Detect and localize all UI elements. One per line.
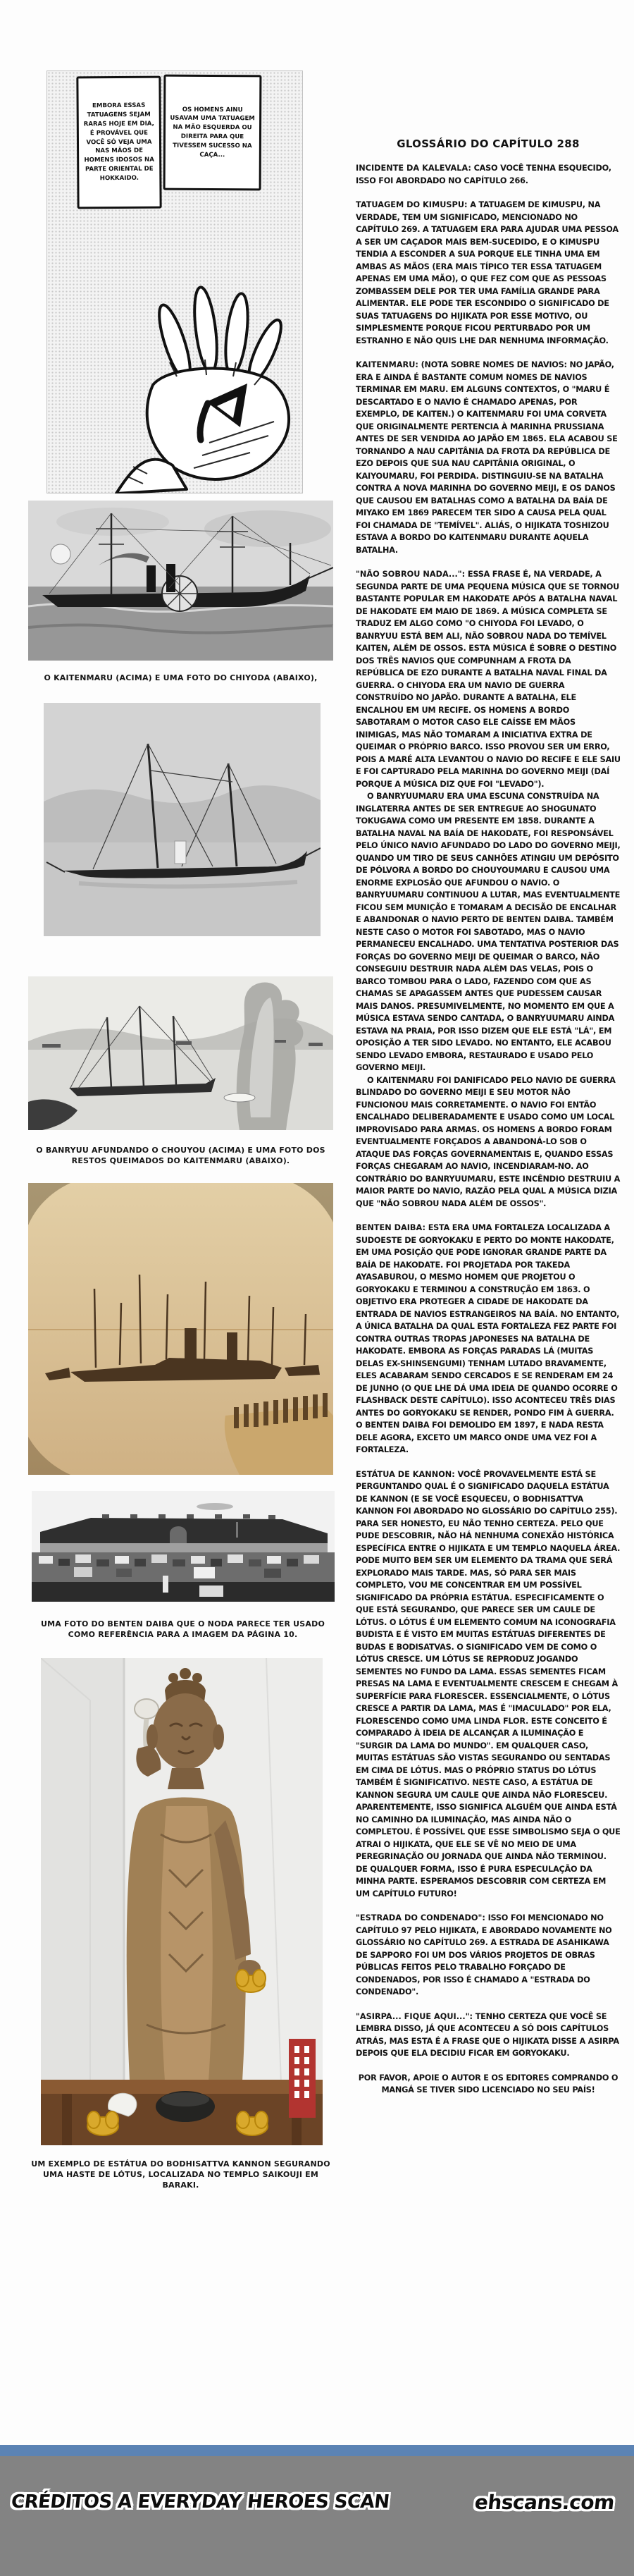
speech-bubble-left-text: EMBORA ESSAS TATUAGENS SEJAM RARAS HOJE EM DIA, É PROVÁVEL QUE VOCÊ SÓ VEJA UMA NAS MÃOS DE HOMENS IDOSOS NA PARTE ORIENTAL DE HOKKAIDO. [83, 102, 154, 182]
photo-chiyoda [44, 703, 321, 936]
footer-credits: CRÉDITOS A EVERYDAY HEROES SCAN [10, 2491, 391, 2513]
entry-term: "NÃO SOBROU NADA...": [356, 570, 466, 579]
entry-term: KAITENMARU: [356, 360, 418, 369]
glossary-entry-asirpa-fique-aqui [356, 2011, 621, 2060]
entry-text: ESTA ERA UMA FORTALEZA LOCALIZADA A SUDOESTE DE GORYOKAKU E PERTO DO MONTE HAKODATE, EM UMA POSIÇÃO QUE PODE IGNORAR GRANDE PARTE DA BAÍA DE HAKODATE. FOI PROJETADA POR TAKEDA AYASABUROU, O MESMO HOMEM QUE PROJETOU O GORYOKAKU E TERMINOU A CONSTRUÇÃO EM 1863. O OBJETIVO ERA PROTEGER A CIDADE DE HAKODATE DA ENTRADA DE NAVIOS ESTRANGEIROS NA BAÍA. NO ENTANTO, A ÚNICA BATALHA DA QUAL ESTA FORTALEZA FEZ PARTE FOI CONTRA OUTRAS TROPAS JAPONESES NA BATALHA DE HAKODATE. EMBORA AS FORÇAS PARADAS LÁ (MUITAS DELAS EX-SHINSENGUMI) TENHAM LUTADO BRAVAMENTE, ELES ACABARAM SENDO CERCADOS E SE RENDERAM EM 24 DE JUNHO (O QUE LHE DÁ UMA IDEIA DE QUANDO OCORRE O FLASHBACK DESTE CAPÍTULO). ISSO ACONTECEU TRÊS DIAS ANTES DO GORYOKAKU SE RENDER, PONDO FIM À GUERRA. O BENTEN DAIBA FOI DEMOLIDO EM 1897, E NADA RESTA DELE AGORA, EXCETO UM MARCO ONDE UMA VEZ FOI A FORTALEZA. [356, 1223, 620, 1454]
entry-term: ESTÁTUA DE KANNON: [356, 1469, 455, 1479]
entry-text: TENHO CERTEZA QUE VOCÊ SE LEMBRA DISSO, JÁ QUE ACONTECEU A SÓ DOIS CAPÍTULOS ATRÁS, MAS ESTA É A FRASE QUE O HIJIKATA DISSE A ASIRPA DEPOIS QUE ELA DECIDIU FICAR EM GORYOKAKU. [356, 2011, 619, 2058]
support-author-note: POR FAVOR, APOIE O AUTOR E OS EDITORES COMPRANDO O MANGÁ SE TIVER SIDO LICENCIADO NO SEU PAÍS! [358, 2073, 619, 2094]
footer-blue-stripe [0, 2445, 634, 2456]
entry-text: (NOTA SOBRE NOMES DE NAVIOS: NO JAPÃO, ERA E AINDA É BASTANTE COMUM NOMES DE NAVIOS TERMINAR EM MARU. EM ALGUNS CONTEXTOS, O "MARU É DESCARTADO E O NAVIO É CHAMADO APENAS, POR EXEMPLO, DE KAITEN.) O KAITENMARU FOI UMA CORVETA QUE ORIGINALMENTE PERTENCIA À MARINHA PRUSSIANA ANTES DE SER VENDIDA AO JAPÃO EM 1865. ELA ACABOU SE TORNANDO A NAU CAPITÂNIA DA FROTA DA REPÚBLICA DE EZO DEPOIS QUE SUA NAU CAPITÂNIA ORIGINAL, O KAIYOUMARU, FOI PERDIDA. DISTINGUIU-SE NA BATALHA CONTRA A NOVA MARINHA DO GOVERNO MEIJI, E OS DANOS QUE CAUSOU EM BATALHAS COMO A BATALHA DA BAÍA DE MIYAKO EM 1869 PARECEM TER SIDO A CAUSA PELA QUAL FOI CHAMADA DE "TEMÍVEL". ALIÁS, O HIJIKATA TOSHIZOU ESTAVA A BORDO DO KAITENMARU DURANTE AQUELA BATALHA. [356, 360, 618, 555]
entry-term: "ASIRPA... FIQUE AQUI...": [356, 2011, 473, 2021]
speech-bubble-left [76, 76, 161, 209]
photo-benten-daiba-fortress [32, 1491, 335, 1602]
entry-text: A TATUAGEM DE KIMUSPU, NA VERDADE, TEM UM SIGNIFICADO, MENCIONADO NO CAPÍTULO 269. A TATUAGEM ERA PARA AJUDAR UMA PESSOA A SER UM CAÇADOR MAIS BEM-SUCEDIDO, E O KIMUSPU TENDIA A ESCONDER A SUA PORQUE ELE TINHA UMA EM AMBAS AS MÃOS (ERA MAIS TÍPICO TER ESSA TATUAGEM APENAS EM UMA MÃO), O QUE FEZ COM QUE AS PESSOAS ZOMBASSEM DELE POR TER UMA FAMÍLIA GRANDE PARA ALIMENTAR. ELE PODE TER ESCONDIDO O SIGNIFICADO DE SUAS TATUAGENS DO HIJIKATA POR ESSE MOTIVO, OU SIMPLESMENTE PORQUE FICOU PERTURBADO POR UM ESTRANHO E NÃO QUIS LHE DAR NENHUMA INFORMAÇÃO. [356, 200, 619, 345]
manga-panel [46, 70, 303, 493]
speech-bubble-right [163, 75, 262, 191]
photo-kannon-statue [41, 1658, 323, 2145]
entry-term: INCIDENTE DA KALEVALA: [356, 164, 471, 173]
glossary-title: GLOSSÁRIO DO CAPÍTULO 288 [397, 137, 580, 150]
glossary-column [356, 137, 621, 2097]
photo-burnt-kaitenmaru-wreck [28, 1183, 333, 1475]
glossary-entry-kalevala [356, 162, 621, 187]
tattooed-hand-illustration [102, 278, 304, 493]
photo-kaitenmaru-painting [28, 501, 333, 661]
entry-text: CASO VOCÊ TENHA ESQUECIDO, ISSO FOI ABORDADO NO CAPÍTULO 266. [356, 164, 611, 185]
glossary-entry-benten-daiba [356, 1222, 621, 1456]
entry-text: VOCÊ PROVAVELMENTE ESTÁ SE PERGUNTANDO QUAL É O SIGNIFICADO DAQUELA ESTÁTUA DE KANNON (E SE VOCÊ ESQUECEU, O BODHISATTVA KANNON FOI ABORDADO NO GLOSSÁRIO DO CAPÍTULO 255). PARA SER HONESTO, EU NÃO TENHO CERTEZA. PELO QUE PUDE DESCOBRIR, NÃO HÁ NENHUMA CONEXÃO HISTÓRICA ESPECÍFICA ENTRE O HIJIKATA E UM TEMPLO NAQUELA ÁREA. PODE MUITO BEM SER UM ELEMENTO DA TRAMA QUE SERÁ EXPLORADO MAIS TARDE. MAS, SÓ PARA SER MAIS COMPLETO, VOU ME CONCENTRAR EM UM POSSÍVEL SIGNIFICADO DA PRÓPRIA ESTÁTUA. ESPECIFICAMENTE O QUE ESTÁ SEGURANDO, QUE PARECE SER UM CAULE DE LÓTUS. O LÓTUS É UM ELEMENTO COMUM NA ICONOGRAFIA BUDISTA E É VISTO EM MUITAS ESTÁTUAS DIFERENTES DE BUDAS E BODISATVAS. O SIGNIFICADO VEM DE COMO O LÓTUS CRESCE. UM LÓTUS SE REPRODUZ JOGANDO SEMENTES NO FUNDO DA LAMA. ESSAS SEMENTES FICAM PRESAS NA LAMA E EVENTUALMENTE CRESCEM E CHEGAM À SUPERFÍCIE PARA FLORESCER. ESSENCIALMENTE, O LÓTUS CRESCE A PARTIR DA LAMA, MAS É "IMACULADO" POR ELA, FLORESCENDO COMO UMA LINDA FLOR. ESTE CONCEITO É COMPARADO À IDEIA DE ALCANÇAR A ILUMINAÇÃO E "SURGIR DA LAMA DO MUNDO". EM QUALQUER CASO, MUITAS ESTÁTUAS SÃO VISTAS SEGURANDO OU SENTADAS EM CIMA DE LÓTUS. MAS O PRÓPRIO STATUS DO LÓTUS TAMBÉM É SIGNIFICATIVO. NESTE CASO, A ESTÁTUA DE KANNON SEGURA UM CAULE QUE AINDA NÃO FLORESCEU. APARENTEMENTE, ISSO SIGNIFICA ALGUÉM QUE AINDA ESTÁ NO CAMINHO DA ILUMINAÇÃO, MAS AINDA NÃO O COMPLETOU. É POSSÍVEL QUE ESSE SIMBOLISMO SEJA O QUE ATRAI O HIJIKATA, QUE ELE SE VÊ NO MEIO DE UMA PEREGRINAÇÃO OU JORNADA QUE AINDA NÃO TERMINOU. DE QUALQUER FORMA, ISSO É PURA ESPECULAÇÃO DA MINHA PARTE. ESPERAMOS DESCOBRIR COM CERTEZA EM UM CAPÍTULO FUTURO! [356, 1469, 621, 1899]
entry-text: ESSA FRASE É, NA VERDADE, A SEGUNDA PARTE DE UMA PEQUENA MÚSICA QUE SE TORNOU BASTANTE POPULAR EM HAKODATE APÓS A BATALHA NAVAL DE HAKODATE EM MAIO DE 1869. A MÚSICA COMPLETA SE TRADUZ EM ALGO COMO "O CHIYODA FOI LEVADO, O BANRYUU ESTÁ BEM ALI, NÃO SOBROU NADA DO TEMÍVEL KAITEN, ALÉM DE OSSOS. ESTA MÚSICA É SOBRE O DESTINO DOS TRÊS NAVIOS QUE COMPUNHAM A FROTA DA REPÚBLICA DE EZO DURANTE A BATALHA NAVAL FINAL DA GUERRA. O CHIYODA ERA UM NAVIO DE GUERRA CONSTRUÍDO NO JAPÃO. DURANTE A BATALHA, ELE ENCALHOU EM UM RECIFE. OS HOMENS A BORDO SABOTARAM O MOTOR CASO ELE CAÍSSE EM MÃOS INIMIGAS, MAS NÃO TOMARAM A INICIATIVA EXTRA DE QUEIMAR O PRÓPRIO BARCO. ISSO PROVOU SER UM ERRO, POIS A MARÉ ALTA LEVANTOU O NAVIO DO RECIFE E ELE SAIU E FOI CAPTURADO PELA MARINHA DO GOVERNO MEIJI (DAÍ PORQUE A MÚSICA DIZ QUE FOI "LEVADO"). [356, 570, 621, 789]
entry-term: BENTEN DAIBA: [356, 1223, 425, 1232]
glossary-entry-estrada-do-condenado [356, 1912, 621, 1999]
glossary-entry-kimuspu-tattoo [356, 199, 621, 347]
glossary-entry-kannon-statue [356, 1468, 621, 1901]
caption-kannon-statue: UM EXEMPLO DE ESTÁTUA DO BODHISATTVA KANNON SEGURANDO UMA HASTE DE LÓTUS, LOCALIZADA NO TEMPLO SAIKOUJI EM BARAKI. [31, 2159, 330, 2190]
footer-site-url: ehscans.com [473, 2491, 616, 2514]
entry-term: TATUAGEM DO KIMUSPU: [356, 200, 468, 209]
speech-bubble-right-text: OS HOMENS AINU USAVAM UMA TATUAGEM NA MÃO ESQUERDA OU DIREITA PARA QUE TIVESSEM SUCESSO NA CAÇA... [170, 106, 255, 159]
caption-benten-daiba: UMA FOTO DO BENTEN DAIBA QUE O NODA PARECE TER USADO COMO REFERÊNCIA PARA A IMAGEM DA PÁGINA 10. [40, 1619, 325, 1639]
glossary-entry-kaitenmaru [356, 359, 621, 556]
glossary-entry-continuation-kaitenmaru: O KAITENMARU FOI DANIFICADO PELO NAVIO DE GUERRA BLINDADO DO GOVERNO MEIJI E SEU MOTOR NÃO FUNCIONOU MAIS CORRETAMENTE. O NAVIO FOI ENTÃO ENCALHADO DELIBERADAMENTE E USADO COMO UM LOCAL IMPROVISADO PARA ARMAS. OS HOMENS A BORDO FORAM EVENTUALMENTE FORÇADOS A ABANDONÁ-LO SOB O ATAQUE DAS FORÇAS GOVERNAMENTAIS E, QUANDO ESSAS FORÇAS CHEGARAM AO NAVIO, INCENDIARAM-NO. AO CONTRÁRIO DO BANRYUUMARU, ESTE INCÊNDIO DESTRUIU A MAIOR PARTE DO NAVIO, RAZÃO PELA QUAL A MÚSICA DIZIA QUE "NÃO SOBROU NADA ALÉM DE OSSOS". [356, 1075, 621, 1208]
red-sign [289, 2039, 316, 2118]
footer-bar [0, 2456, 634, 2576]
caption-banryuu-wrecks: O BANRYUU AFUNDANDO O CHOUYOU (ACIMA) E UMA FOTO DOS RESTOS QUEIMADOS DO KAITENMARU (ABAIXO). [36, 1146, 325, 1165]
photo-banryuu-sinking-chouyou [28, 976, 333, 1130]
entry-term: "ESTRADA DO CONDENADO": [356, 1913, 485, 1922]
entry-text: ISSO FOI MENCIONADO NO CAPÍTULO 97 PELO HIJIKATA, E ABORDADO NOVAMENTE NO GLOSSÁRIO NO CAPÍTULO 269. A ESTRADA DE ASAHIKAWA DE SAPPORO FOI UM DOS VÁRIOS PROJETOS DE OBRAS PÚBLICAS FEITOS PELO TRABALHO FORÇADO DE CONDENADOS, POR ISSO É CHAMADO A "ESTRADA DO CONDENADO". [356, 1913, 612, 1997]
caption-kaitenmaru-chiyoda: O KAITENMARU (ACIMA) E UMA FOTO DO CHIYODA (ABAIXO), [44, 673, 318, 682]
glossary-entry-continuation-banryuumaru: O BANRYUUMARU ERA UMA ESCUNA CONSTRUÍDA NA INGLATERRA ANTES DE SER ENTREGUE AO SHOGUNATO TOKUGAWA COMO UM PRESENTE EM 1858. DURANTE A BATALHA NAVAL NA BAÍA DE HAKODATE, FOI RESPONSÁVEL PELO ÚNICO NAVIO AFUNDADO DO LADO DO GOVERNO MEIJI, QUANDO UM TIRO DE SEUS CANHÕES ATINGIU UM DEPÓSITO DE PÓLVORA A BORDO DO CHOUYOUMARU E CAUSOU UMA ENORME EXPLOSÃO QUE AFUNDOU O NAVIO. O BANRYUUMARU CONTINUOU A LUTAR, MAS EVENTUALMENTE FICOU SEM MUNIÇÃO E TOMARAM A DECISÃO DE ENCALHAR E ABANDONAR O NAVIO PERTO DE BENTEN DAIBA. TAMBÉM NESTE CASO O MOTOR FOI SABOTADO, MAS O NAVIO PERMANECEU ENCALHADO. UMA TENTATIVA POSTERIOR DAS FORÇAS DO GOVERNO MEIJI DE QUEIMAR O BARCO, NÃO CONSEGUIU DESTRUIR NADA ALÉM DAS VELAS, POIS O BARCO TOMBOU PARA O LADO, FAZENDO COM QUE AS CHAMAS SE APAGASSEM ANTES QUE PUDESSEM CAUSAR MAIS DANOS. PRESUMIVELMENTE, NO MOMENTO EM QUE A MÚSICA ESTAVA SENDO CANTADA, O BANRYUUMARU AINDA ESTAVA NA PRAIA, POR ISSO DIZEM QUE ELE ESTÁ "LÁ", EM OPOSIÇÃO A TER SIDO LEVADO. NO ENTANTO, ELE ACABOU SENDO LEVADO EMBORA, RESTAURADO E USADO PELO GOVERNO MEIJI. [356, 792, 621, 1072]
glossary-entry-nao-sobrou-nada [356, 568, 621, 790]
